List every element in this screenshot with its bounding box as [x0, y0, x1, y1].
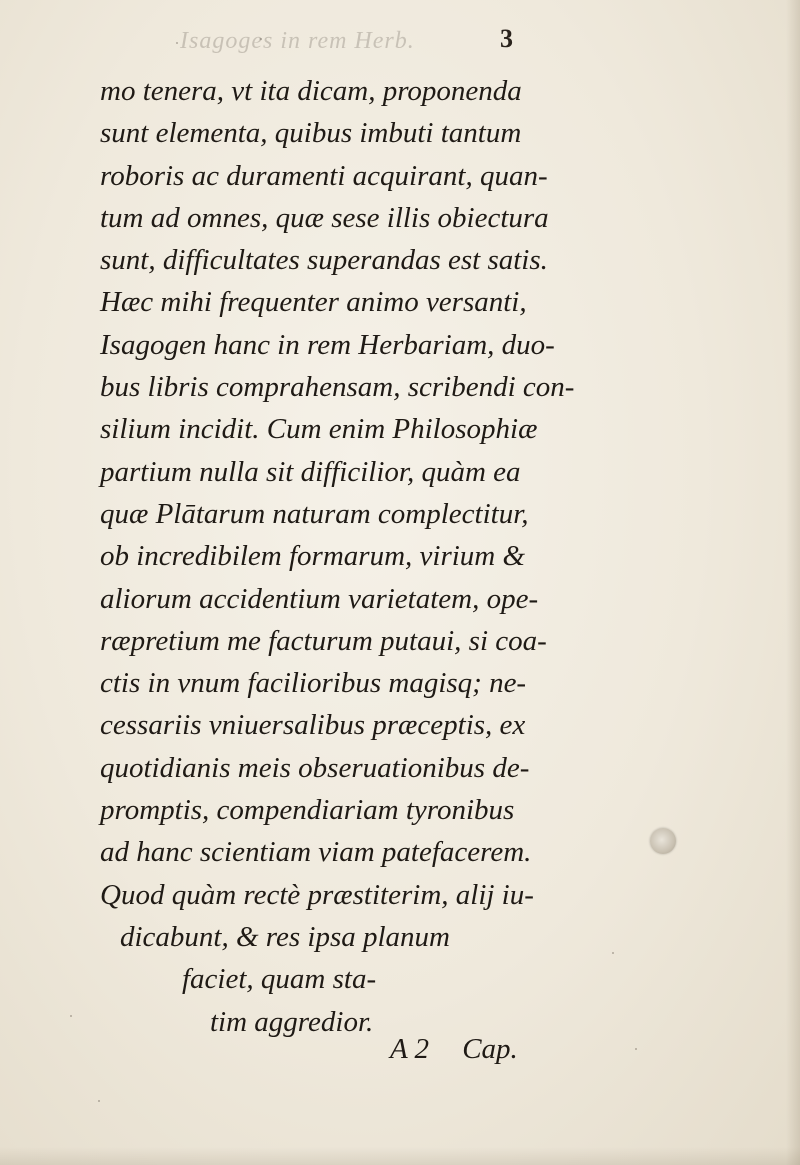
text-line: Quod quàm rectè præstiterim, alij iu-	[100, 878, 534, 911]
paper-speck	[70, 1015, 72, 1017]
show-through-ornament	[650, 828, 676, 854]
text-line: ræpretium me facturum putaui, si coa-	[100, 624, 547, 657]
text-line: Isagogen hanc in rem Herbariam, duo-	[100, 328, 555, 361]
paper-speck	[635, 1048, 637, 1050]
text-line: quotidianis meis obseruationibus de-	[100, 751, 530, 784]
catchword: Cap.	[462, 1033, 518, 1065]
page-bottom-shadow	[0, 1147, 800, 1165]
text-line: sunt elementa, quibus imbuti tantum	[100, 117, 522, 150]
text-line: Hæc mihi frequenter animo versanti,	[100, 286, 527, 319]
text-line: tum ad omnes, quæ sese illis obiectura	[100, 201, 549, 234]
text-line: mo tenera, vt ita dicam, proponenda	[100, 75, 522, 107]
text-line: silium incidit. Cum enim Philosophiæ	[100, 413, 538, 446]
text-line: ctis in vnum facilioribus magisq; ne-	[100, 667, 527, 700]
text-line: sunt, difficultates superandas est satis.	[100, 244, 548, 277]
text-line: aliorum accidentium varietatem, ope-	[100, 582, 539, 615]
text-line: roboris ac duramenti acquirant, quan-	[100, 159, 548, 192]
text-line: quæ Plātarum naturam complectitur,	[100, 497, 529, 530]
page-number: 3	[500, 24, 513, 53]
signature-mark: A 2	[390, 1033, 429, 1065]
text-line: bus libris comprahensam, scribendi con-	[100, 371, 575, 404]
text-line: tim aggredior.	[210, 1005, 374, 1038]
text-line: partium nulla sit difficilior, quàm ea	[100, 455, 521, 488]
page-edge-shadow	[786, 0, 800, 1165]
text-line: ad hanc scientiam viam patefacerem.	[100, 836, 532, 869]
show-through-running-head: Isagoges in rem Herb.	[180, 28, 415, 54]
text-line: faciet, quam sta-	[182, 963, 377, 996]
paper-speck	[176, 42, 178, 44]
paper-speck	[98, 1100, 100, 1102]
page-footer	[390, 1033, 590, 1066]
body-text	[100, 70, 590, 1043]
text-line: cessariis vniuersalibus præceptis, ex	[100, 709, 526, 742]
paper-speck	[260, 38, 262, 40]
text-line: dicabunt, & res ipsa planum	[120, 920, 451, 953]
paper-speck	[612, 952, 614, 954]
text-line: promptis, compendiariam tyronibus	[100, 794, 515, 827]
text-line: ob incredibilem formarum, virium &	[100, 540, 526, 573]
